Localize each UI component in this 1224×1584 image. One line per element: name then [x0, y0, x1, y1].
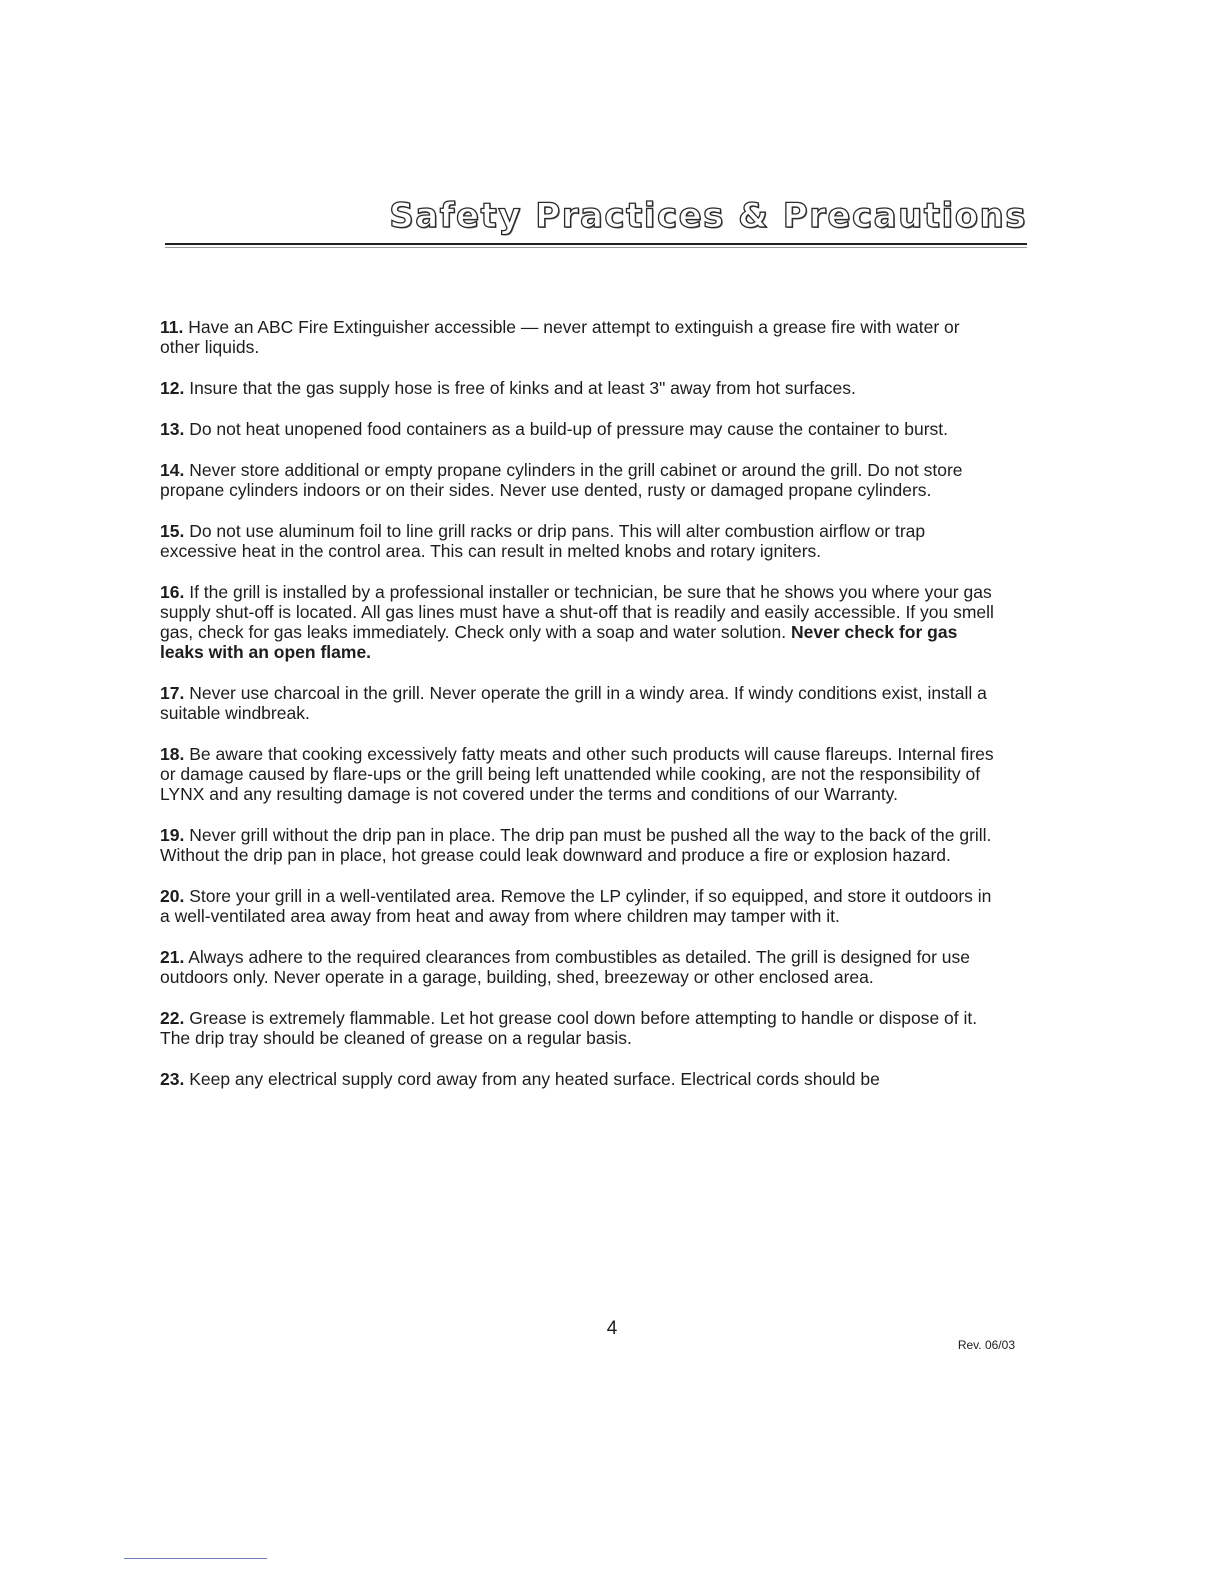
revision-label: Rev. 06/03 [957, 1338, 1015, 1352]
safety-item-14 [160, 460, 1002, 500]
item-number: 14. [160, 460, 185, 480]
item-text: Never grill without the drip pan in place. The drip pan must be pushed all the way to the back of the grill. Without the drip pan in place, hot grease could leak downward and produce a fire or explosion hazard. [160, 825, 992, 865]
safety-item-11 [160, 317, 1002, 357]
section-header [165, 196, 1027, 258]
item-number: 15. [160, 521, 185, 541]
safety-item-16 [160, 582, 1002, 662]
item-number: 19. [160, 825, 185, 845]
footer-rule [124, 1558, 267, 1559]
page-number: 4 [606, 1318, 618, 1339]
item-text: Keep any electrical supply cord away from any heated surface. Electrical cords should be [189, 1069, 880, 1089]
item-number: 18. [160, 744, 185, 764]
safety-item-22 [160, 1008, 1002, 1048]
item-text: Store your grill in a well-ventilated area. Remove the LP cylinder, if so equipped, and store it outdoors in a well-ventilated area away from heat and away from where children may tamper with it. [160, 886, 992, 926]
safety-item-19 [160, 825, 1002, 865]
item-text: Be aware that cooking excessively fatty meats and other such products will cause flareups. Internal fires or damage caused by flare-ups or the grill being left unattended while cooking, are not the responsibility of LYNX and any resulting damage is not covered under the terms and conditions of our Warranty. [160, 744, 994, 804]
item-text: Have an ABC Fire Extinguisher accessible — never attempt to extinguish a grease fire with water or other liquids. [160, 317, 960, 357]
safety-item-15 [160, 521, 1002, 561]
item-number: 13. [160, 419, 185, 439]
safety-item-21 [160, 947, 1002, 987]
safety-item-list [160, 317, 1002, 1089]
item-number: 12. [160, 378, 185, 398]
item-number: 22. [160, 1008, 185, 1028]
header-rule [165, 243, 1027, 245]
safety-item-12 [160, 378, 1002, 398]
safety-item-17 [160, 683, 1002, 723]
item-text: If the grill is installed by a professional installer or technician, be sure that he shows you where your gas supply shut-off is located. All gas lines must have a shut-off that is readily and easily accessible. If you smell gas, check for gas leaks immediately. Check only with a soap and water solution. [160, 582, 994, 642]
safety-item-23 [160, 1069, 1002, 1089]
header-rule-thin [165, 247, 1027, 248]
item-text: Never use charcoal in the grill. Never operate the grill in a windy area. If windy conditions exist, install a suitable windbreak. [160, 683, 987, 723]
item-text: Do not heat unopened food containers as a build-up of pressure may cause the container to burst. [189, 419, 949, 439]
item-text: Never store additional or empty propane cylinders in the grill cabinet or around the grill. Do not store propane cylinders indoors or on their sides. Never use dented, rusty or damaged propane cylinders. [160, 460, 963, 500]
safety-item-18 [160, 744, 1002, 804]
item-text: Insure that the gas supply hose is free of kinks and at least 3" away from hot surfaces. [189, 378, 856, 398]
item-number: 21. [160, 947, 185, 967]
safety-item-13 [160, 419, 1002, 439]
item-warning-text: Never check for gas leaks with an open flame. [160, 622, 958, 662]
item-number: 17. [160, 683, 185, 703]
item-number: 16. [160, 582, 185, 602]
item-number: 11. [160, 317, 184, 337]
item-number: 20. [160, 886, 185, 906]
item-number: 23. [160, 1069, 185, 1089]
safety-item-20 [160, 886, 1002, 926]
item-text: Grease is extremely flammable. Let hot grease cool down before attempting to handle or dispose of it. The drip tray should be cleaned of grease on a regular basis. [160, 1008, 978, 1048]
item-text: Do not use aluminum foil to line grill racks or drip pans. This will alter combustion airflow or trap excessive heat in the control area. This can result in melted knobs and rotary igniters. [160, 521, 926, 561]
section-title: Safety Practices & Precautions [389, 196, 1027, 236]
item-text: Always adhere to the required clearances from combustibles as detailed. The grill is designed for use outdoors only. Never operate in a garage, building, shed, breezeway or other enclosed area. [160, 947, 970, 987]
